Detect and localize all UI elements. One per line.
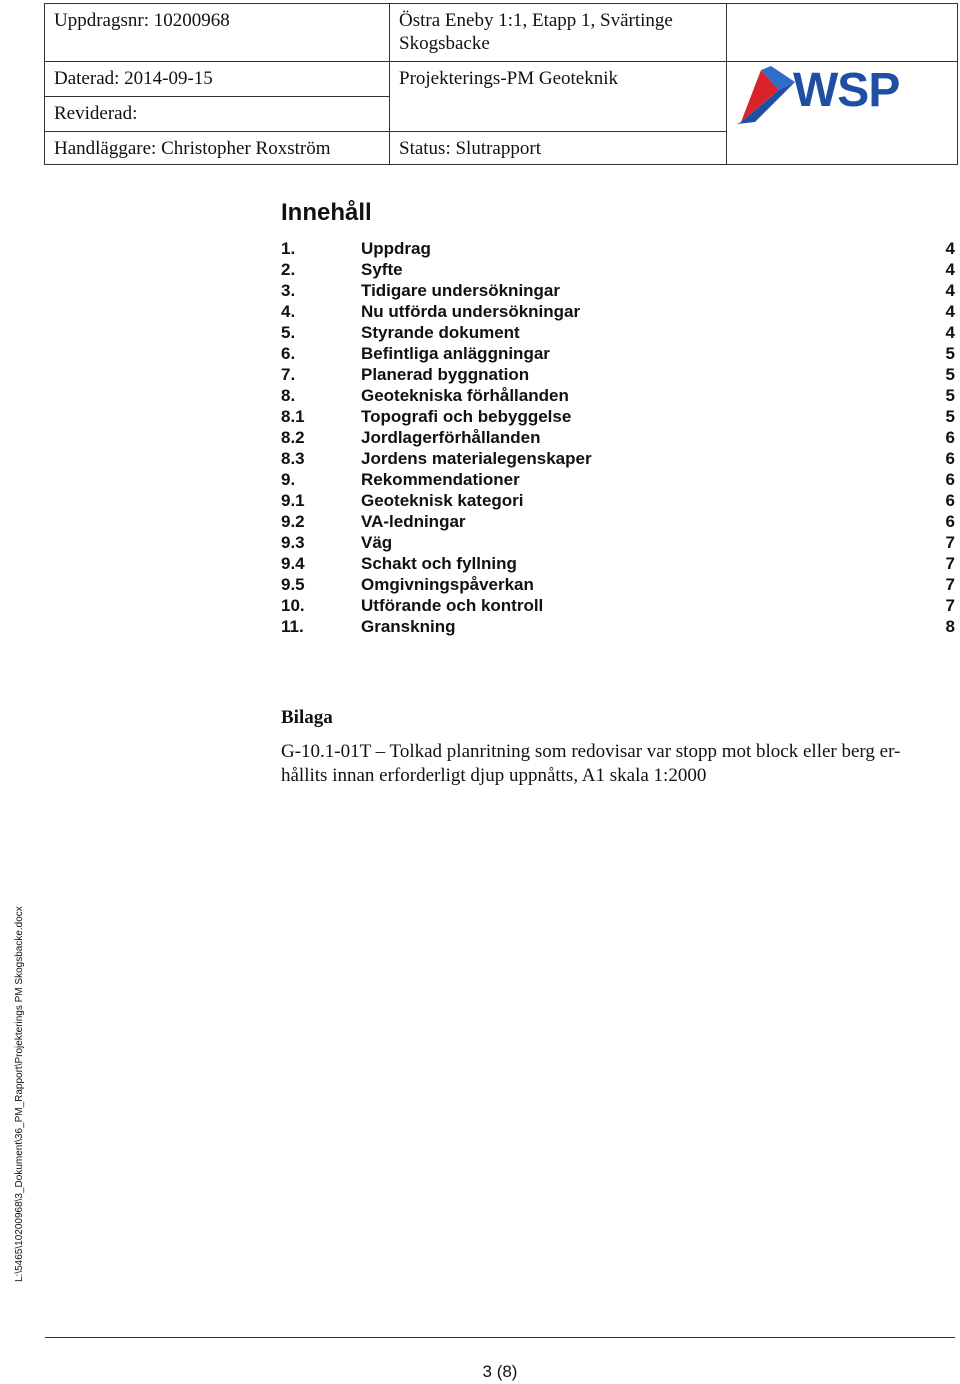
toc-item-page: 4 xyxy=(945,323,955,342)
toc-item-number: 2. xyxy=(281,260,296,279)
toc-item-title: Geoteknisk kategori xyxy=(361,491,524,510)
handler: Handläggare: Christopher Roxström xyxy=(54,138,331,159)
toc-item[interactable] xyxy=(281,616,955,637)
toc-item-page: 5 xyxy=(945,386,955,405)
toc-item-page: 7 xyxy=(945,596,955,615)
toc-item-number: 9. xyxy=(281,470,296,489)
revised: Reviderad: xyxy=(54,103,138,124)
toc-item-number: 1. xyxy=(281,239,296,258)
toc-item-page: 6 xyxy=(945,491,955,510)
header-divider xyxy=(45,61,389,62)
appendix-heading: Bilaga xyxy=(281,707,333,728)
toc-item-number: 10. xyxy=(281,596,305,615)
toc-item[interactable] xyxy=(281,553,955,574)
appendix-text xyxy=(281,740,941,788)
logo-text: WSP xyxy=(793,64,900,117)
toc-item[interactable] xyxy=(281,490,955,511)
toc-item-page: 6 xyxy=(945,428,955,447)
toc-item[interactable] xyxy=(281,574,955,595)
appendix-text-line1: G-10.1-01T – Tolkad planritning som redovisar var stopp mot block eller berg er- xyxy=(281,741,901,762)
toc-item-title: Tidigare undersökningar xyxy=(361,281,561,300)
toc-item[interactable] xyxy=(281,343,955,364)
wsp-logo xyxy=(735,62,921,124)
toc-item-number: 7. xyxy=(281,365,296,384)
toc-item-page: 5 xyxy=(945,407,955,426)
toc-item-title: Granskning xyxy=(361,617,456,636)
toc-item-title: Utförande och kontroll xyxy=(361,596,544,615)
toc-item[interactable] xyxy=(281,448,955,469)
toc-item-page: 5 xyxy=(945,365,955,384)
toc-item-number: 6. xyxy=(281,344,296,363)
toc-item-title: Schakt och fyllning xyxy=(361,554,517,573)
toc-item-page: 7 xyxy=(945,554,955,573)
toc-title: Innehåll xyxy=(281,199,372,226)
toc-item-number: 9.1 xyxy=(281,491,305,510)
toc-item[interactable] xyxy=(281,322,955,343)
footer-divider xyxy=(45,1337,955,1338)
toc-item[interactable] xyxy=(281,511,955,532)
toc-item-page: 6 xyxy=(945,512,955,531)
toc-item-title: Nu utförda undersökningar xyxy=(361,302,581,321)
toc-item-number: 9.4 xyxy=(281,554,305,573)
toc-item-page: 4 xyxy=(945,260,955,279)
toc-item-title: Jordlagerförhållanden xyxy=(361,428,541,447)
toc-item-page: 6 xyxy=(945,449,955,468)
toc-item-title: Väg xyxy=(361,533,393,552)
toc-item-number: 8.2 xyxy=(281,428,305,447)
header-divider xyxy=(45,96,389,97)
toc-item[interactable] xyxy=(281,595,955,616)
toc-item-page: 4 xyxy=(945,239,955,258)
date: Daterad: 2014-09-15 xyxy=(54,68,213,89)
toc-item-title: Omgivningspåverkan xyxy=(361,575,534,594)
toc-item[interactable] xyxy=(281,280,955,301)
toc-item[interactable] xyxy=(281,301,955,322)
toc-item-title: Rekommendationer xyxy=(361,470,520,489)
project-name-line2: Skogsbacke xyxy=(399,33,490,54)
toc-item-page: 4 xyxy=(945,302,955,321)
toc-item-title: Jordens materialegenskaper xyxy=(361,449,592,468)
toc-item-number: 3. xyxy=(281,281,296,300)
toc-item-title: Syfte xyxy=(361,260,403,279)
toc-item[interactable] xyxy=(281,259,955,280)
toc-item-number: 4. xyxy=(281,302,296,321)
toc-item-number: 9.2 xyxy=(281,512,305,531)
toc-item-number: 5. xyxy=(281,323,296,342)
toc-item[interactable] xyxy=(281,427,955,448)
page-number: 3 (8) xyxy=(482,1362,518,1381)
header-divider xyxy=(726,4,727,164)
toc-item-number: 8.3 xyxy=(281,449,305,468)
toc-item-number: 9.5 xyxy=(281,575,305,594)
toc-item-page: 8 xyxy=(945,617,955,636)
table-of-contents xyxy=(281,238,955,637)
file-path-margin: L:\5465\10200968\3_Dokument\36_PM_Rapport\Projekterings PM Skogsbacke.docx xyxy=(14,906,25,1282)
toc-item-page: 7 xyxy=(945,575,955,594)
toc-item-number: 8. xyxy=(281,386,296,405)
appendix-text-line2: hållits innan erforderligt djup uppnåtts, A1 skala 1:2000 xyxy=(281,765,707,786)
toc-item[interactable] xyxy=(281,364,955,385)
toc-item[interactable] xyxy=(281,238,955,259)
toc-item-title: Styrande dokument xyxy=(361,323,520,342)
toc-item-title: Topografi och bebyggelse xyxy=(361,407,572,426)
toc-item-title: Uppdrag xyxy=(361,239,431,258)
toc-item[interactable] xyxy=(281,532,955,553)
toc-item-title: Planerad byggnation xyxy=(361,365,530,384)
header-divider xyxy=(45,131,726,132)
toc-item[interactable] xyxy=(281,406,955,427)
toc-item-page: 7 xyxy=(945,533,955,552)
document-type: Projekterings-PM Geoteknik xyxy=(399,68,619,89)
toc-item-title: VA-ledningar xyxy=(361,512,466,531)
toc-item[interactable] xyxy=(281,385,955,406)
project-name-line1: Östra Eneby 1:1, Etapp 1, Svärtinge xyxy=(399,10,673,31)
toc-item-title: Befintliga anläggningar xyxy=(361,344,550,363)
toc-item-number: 11. xyxy=(281,617,304,636)
toc-item-page: 5 xyxy=(945,344,955,363)
toc-item-page: 4 xyxy=(945,281,955,300)
toc-item-title: Geotekniska förhållanden xyxy=(361,386,569,405)
toc-item-number: 8.1 xyxy=(281,407,305,426)
toc-item-page: 6 xyxy=(945,470,955,489)
toc-item-number: 9.3 xyxy=(281,533,305,552)
status: Status: Slutrapport xyxy=(399,138,541,159)
toc-item[interactable] xyxy=(281,469,955,490)
assignment-number: Uppdragsnr: 10200968 xyxy=(54,10,230,31)
